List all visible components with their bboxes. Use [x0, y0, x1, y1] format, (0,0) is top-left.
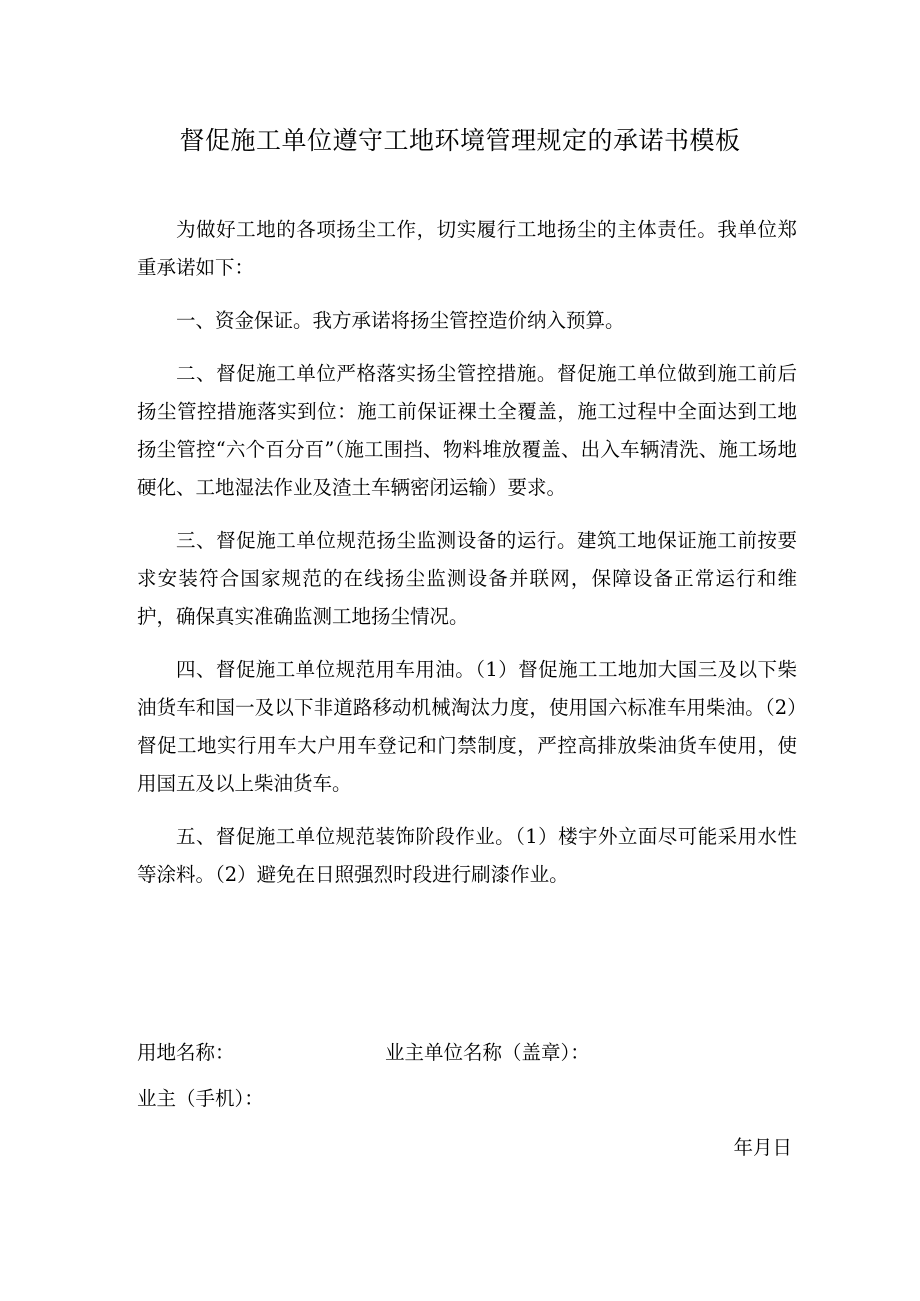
document-body — [137, 211, 797, 909]
commitment-item-3: 三、督促施工单位规范扬尘监测设备的运行。建筑工地保证施工前按要求安装符合国家规范的在线扬尘监测设备并联网，保障设备正常运行和维护，确保真实准确监测工地扬尘情况。 — [137, 529, 797, 628]
commitment-item-1: 一、资金保证。我方承诺将扬尘管控造价纳入预算。 — [176, 309, 625, 332]
commitment-item-5: 五、督促施工单位规范装饰阶段作业。（1）楼宇外立面尽可能采用水性等涂料。（2）避免在日照强烈时段进行刷漆作业。 — [137, 825, 797, 886]
document-title: 督促施工单位遵守工地环境管理规定的承诺书模板 — [179, 126, 741, 155]
site-name-label: 用地名称： — [137, 1041, 235, 1064]
owner-phone-label: 业主（手机）： — [137, 1087, 264, 1110]
commitment-item-2: 二、督促施工单位严格落实扬尘管控措施。督促施工单位做到施工前后扬尘管控措施落实到位：施工前保证裸土全覆盖，施工过程中全面达到工地扬尘管控“六个百分百”（施工围挡、物料堆放覆盖、出入车辆清洗、施工场地硬化、工地湿法作业及渣土车辆密闭运输）要求。 — [137, 362, 797, 499]
commitment-item-4: 四、督促施工单位规范用车用油。（1）督促施工工地加大国三及以下柴油货车和国一及以下非道路移动机械淘汰力度，使用国六标准车用柴油。（2）督促工地实行用车大户用车登记和门禁制度，严控高排放柴油货车使用，使用国五及以上柴油货车。 — [137, 658, 797, 795]
intro-paragraph: 为做好工地的各项扬尘工作，切实履行工地扬尘的主体责任。我单位郑重承诺如下： — [137, 218, 797, 279]
date-label: 年月日 — [733, 1136, 792, 1159]
owner-unit-label: 业主单位名称（盖章）： — [385, 1041, 590, 1064]
